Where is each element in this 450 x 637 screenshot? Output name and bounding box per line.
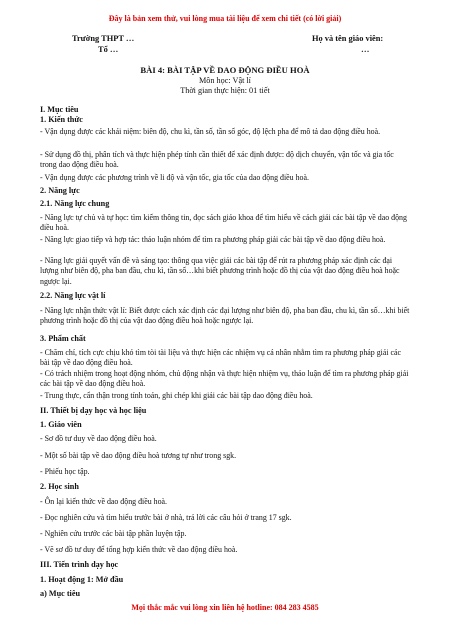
competence-heading: 2. Năng lực (40, 186, 80, 195)
student-material-item: - Ôn lại kiến thức về dao động điều hoà. (40, 497, 167, 506)
knowledge-heading: 1. Kiến thức (40, 115, 83, 124)
student-material-item: - Đọc nghiên cứu và tìm hiểu trước bài ở nhà, trả lời các câu hỏi ở trang 17 sgk. (40, 513, 292, 522)
teacher-label: Họ và tên giáo viên: (312, 34, 384, 43)
general-competence-heading: 2.1. Năng lực chung (40, 199, 110, 208)
qualities-heading: 3. Phẩm chất (40, 334, 86, 343)
hotline-banner: Mọi thắc mắc vui lòng xin liên hệ hotline: 084 283 4585 (131, 603, 319, 612)
teacher-material-item: - Một số bài tập về dao động điều hoà tương tự như trong sgk. (40, 451, 237, 460)
teacher-material-item: - Phiếu học tập. (40, 467, 90, 476)
teacher-materials-heading: 1. Giáo viên (40, 420, 82, 429)
student-materials-heading: 2. Học sinh (40, 482, 79, 491)
preview-notice-banner: Đây là bản xem thử, vui lòng mua tài liệu để xem chi tiết (có lời giải) (108, 14, 342, 23)
knowledge-item: - Vận dụng được các phương trình về li độ và vận tốc, gia tốc của dao động điều hoà. (40, 173, 309, 182)
student-material-item: - Nghiên cứu trước các bài tập phần luyện tập. (40, 529, 187, 538)
knowledge-item: - Sử dụng đồ thị, phân tích và thực hiện phép tính cần thiết để xác định được: độ dịch chuyển, vận tốc và gia tốc trong dao động điều hoà. (40, 150, 394, 170)
group-name: Tổ … (98, 45, 119, 54)
section-objectives-heading: I. Mục tiêu (40, 105, 79, 114)
duration-line: Thời gian thực hiện: 01 tiết (180, 86, 270, 95)
quality-item: - Trung thực, cẩn thận trong tính toán, ghi chép khi giải các bài tập dao động điều hoà. (40, 391, 313, 400)
school-name: Trường THPT … (72, 34, 135, 43)
physics-competence-heading: 2.2. Năng lực vật lí (40, 291, 106, 300)
teacher-name-placeholder: … (361, 45, 370, 54)
knowledge-item: - Vận dụng được các khái niệm: biên độ, chu kì, tần số, tần số góc, độ lệch pha để mô tả dao động điều hoà. (40, 127, 381, 136)
activity-1-objective-heading: a) Mục tiêu (40, 589, 81, 598)
general-competence-item: - Năng lực tự chủ và tự học: tìm kiếm thông tin, đọc sách giáo khoa để tìm hiểu về cách giải các bài tập về dao động điều hoà. (40, 213, 407, 233)
quality-item: - Có trách nhiệm trong hoạt động nhóm, chủ động nhận và thực hiện nhiệm vụ, thảo luận để tìm ra phương pháp giải các bài tập về dao động điều hoà. (40, 369, 409, 389)
teaching-process-heading: III. Tiến trình dạy học (40, 560, 119, 569)
equipment-heading: II. Thiết bị dạy học và học liệu (40, 406, 147, 415)
quality-item: - Chăm chỉ, tích cực chịu khó tìm tòi tài liệu và thực hiện các nhiệm vụ cá nhân nhằm tìm ra phương pháp giải các bài tập về dao động điều hoà. (40, 348, 402, 368)
lesson-title: BÀI 4: BÀI TẬP VỀ DAO ĐỘNG ĐIỀU HOÀ (140, 65, 310, 75)
physics-competence-item: - Năng lực nhận thức vật lí: Biết được cách xác định các đại lượng như biên độ, pha ban đầu, chu kì, tần số…khi biết phương trình hoặc đồ thị của vật dao động điều hoà hoặc ngược lại. (40, 306, 410, 326)
general-competence-item: - Năng lực giải quyết vấn đề và sáng tạo: thông qua việc giải các bài tập để rút ra phương pháp xác định các đại lượng như biên độ, pha ban đầu, chu kì, tần số…khi biết phương trình hoặc đồ thị của vật dao động điều hoà hoặc ngược lại. (40, 256, 400, 286)
general-competence-item: - Năng lực giao tiếp và hợp tác: thảo luận nhóm để tìm ra phương pháp giải các bài tập về dao động điều hoà. (40, 235, 386, 244)
student-material-item: - Vẽ sơ đồ tư duy để tổng hợp kiến thức về dao động điều hoà. (40, 545, 238, 554)
teacher-material-item: - Sơ đồ tư duy về dao động điều hoà. (40, 434, 157, 443)
activity-1-heading: 1. Hoạt động 1: Mở đầu (40, 575, 124, 584)
subject-line: Môn học: Vật lí (199, 76, 251, 85)
